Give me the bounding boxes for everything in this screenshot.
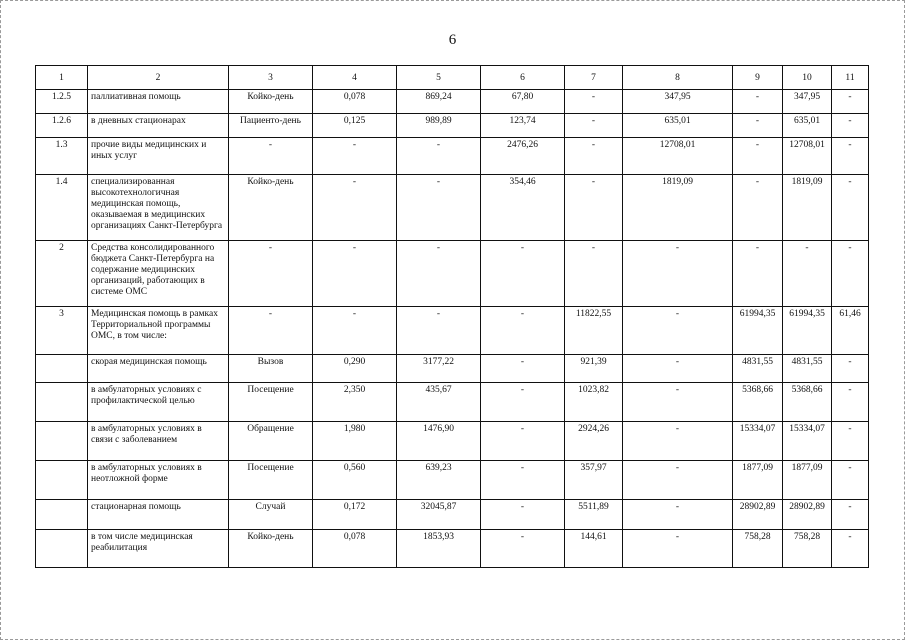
column-number-cell: 8	[623, 66, 733, 90]
value-cell: 32045,87	[397, 500, 481, 530]
unit-cell: Случай	[229, 500, 313, 530]
value-cell: -	[832, 461, 869, 500]
value-cell: 1,980	[313, 422, 397, 461]
value-cell: -	[832, 175, 869, 241]
value-cell: 11822,55	[565, 307, 623, 355]
value-cell: -	[832, 138, 869, 175]
page-number: 6	[448, 32, 457, 48]
value-cell: -	[733, 90, 783, 114]
column-number-cell: 1	[36, 66, 88, 90]
value-cell: 347,95	[783, 90, 832, 114]
column-number-cell: 10	[783, 66, 832, 90]
unit-cell: Койко-день	[229, 530, 313, 568]
value-cell: 989,89	[397, 114, 481, 138]
value-cell: 0,560	[313, 461, 397, 500]
row-number-cell	[36, 500, 88, 530]
table-header-row	[36, 66, 869, 90]
value-cell: -	[565, 138, 623, 175]
column-number-cell: 7	[565, 66, 623, 90]
column-number-cell: 3	[229, 66, 313, 90]
unit-cell: Койко-день	[229, 175, 313, 241]
table-row	[36, 90, 869, 114]
unit-cell: Пациенто-день	[229, 114, 313, 138]
value-cell: -	[623, 500, 733, 530]
value-cell: 67,80	[481, 90, 565, 114]
value-cell: -	[481, 461, 565, 500]
unit-cell: Посещение	[229, 461, 313, 500]
value-cell: -	[565, 241, 623, 307]
value-cell: -	[565, 90, 623, 114]
indicator-name-cell: в амбулаторных условиях в связи с заболеванием	[88, 422, 229, 461]
value-cell: -	[481, 500, 565, 530]
value-cell: -	[733, 241, 783, 307]
value-cell: 2476,26	[481, 138, 565, 175]
value-cell: -	[397, 241, 481, 307]
column-number-cell: 2	[88, 66, 229, 90]
value-cell: 28902,89	[783, 500, 832, 530]
value-cell: 5511,89	[565, 500, 623, 530]
value-cell: 0,125	[313, 114, 397, 138]
value-cell: -	[783, 241, 832, 307]
value-cell: -	[397, 307, 481, 355]
value-cell: 635,01	[783, 114, 832, 138]
value-cell: -	[313, 138, 397, 175]
column-number-cell: 6	[481, 66, 565, 90]
financing-table	[35, 65, 869, 568]
indicator-name-cell: паллиативная помощь	[88, 90, 229, 114]
value-cell: 5368,66	[783, 383, 832, 422]
value-cell: -	[565, 175, 623, 241]
value-cell: 4831,55	[733, 355, 783, 383]
value-cell: -	[832, 383, 869, 422]
value-cell: 61,46	[832, 307, 869, 355]
row-number-cell: 1.2.6	[36, 114, 88, 138]
value-cell: 0,078	[313, 530, 397, 568]
value-cell: -	[733, 114, 783, 138]
value-cell: -	[623, 530, 733, 568]
indicator-name-cell: в амбулаторных условиях с профилактической целью	[88, 383, 229, 422]
value-cell: 144,61	[565, 530, 623, 568]
indicator-name-cell: в амбулаторных условиях в неотложной форме	[88, 461, 229, 500]
indicator-name-cell: Средства консолидированного бюджета Санкт-Петербурга на содержание медицинских организаций, работающих в системе ОМС	[88, 241, 229, 307]
value-cell: 921,39	[565, 355, 623, 383]
unit-cell: Койко-день	[229, 90, 313, 114]
row-number-cell: 3	[36, 307, 88, 355]
column-number-cell: 9	[733, 66, 783, 90]
value-cell: -	[832, 422, 869, 461]
row-number-cell: 1.2.5	[36, 90, 88, 114]
table-row	[36, 114, 869, 138]
value-cell: 1023,82	[565, 383, 623, 422]
column-number-cell: 5	[397, 66, 481, 90]
unit-cell: Вызов	[229, 355, 313, 383]
table-row	[36, 500, 869, 530]
value-cell: 2924,26	[565, 422, 623, 461]
value-cell: -	[313, 241, 397, 307]
indicator-name-cell: специализированная высокотехнологичная медицинская помощь, оказываемая в медицинских организациях Санкт-Петербурга	[88, 175, 229, 241]
table-row	[36, 241, 869, 307]
value-cell: 357,97	[565, 461, 623, 500]
value-cell: -	[481, 307, 565, 355]
unit-cell: Обращение	[229, 422, 313, 461]
value-cell: 635,01	[623, 114, 733, 138]
value-cell: 1819,09	[623, 175, 733, 241]
unit-cell: -	[229, 241, 313, 307]
value-cell: 1853,93	[397, 530, 481, 568]
value-cell: -	[313, 175, 397, 241]
indicator-name-cell: скорая медицинская помощь	[88, 355, 229, 383]
row-number-cell: 1.4	[36, 175, 88, 241]
value-cell: -	[832, 114, 869, 138]
value-cell: -	[623, 241, 733, 307]
row-number-cell	[36, 461, 88, 500]
value-cell: -	[313, 307, 397, 355]
table-row	[36, 422, 869, 461]
indicator-name-cell: в том числе медицинская реабилитация	[88, 530, 229, 568]
value-cell: 0,172	[313, 500, 397, 530]
value-cell: 12708,01	[783, 138, 832, 175]
value-cell: 1877,09	[783, 461, 832, 500]
value-cell: -	[832, 241, 869, 307]
value-cell: -	[832, 355, 869, 383]
column-number-cell: 11	[832, 66, 869, 90]
indicator-name-cell: прочие виды медицинских и иных услуг	[88, 138, 229, 175]
value-cell: 4831,55	[783, 355, 832, 383]
value-cell: -	[565, 114, 623, 138]
value-cell: 1476,90	[397, 422, 481, 461]
value-cell: -	[733, 175, 783, 241]
value-cell: 869,24	[397, 90, 481, 114]
value-cell: -	[481, 530, 565, 568]
value-cell: -	[623, 383, 733, 422]
row-number-cell	[36, 355, 88, 383]
value-cell: 1819,09	[783, 175, 832, 241]
row-number-cell	[36, 422, 88, 461]
value-cell: 0,290	[313, 355, 397, 383]
table-row	[36, 355, 869, 383]
table-row	[36, 307, 869, 355]
unit-cell: Посещение	[229, 383, 313, 422]
value-cell: 123,74	[481, 114, 565, 138]
value-cell: -	[481, 241, 565, 307]
row-number-cell	[36, 530, 88, 568]
value-cell: -	[481, 383, 565, 422]
column-number-cell: 4	[313, 66, 397, 90]
value-cell: 15334,07	[733, 422, 783, 461]
value-cell: 61994,35	[733, 307, 783, 355]
value-cell: -	[397, 175, 481, 241]
value-cell: 3177,22	[397, 355, 481, 383]
value-cell: 28902,89	[733, 500, 783, 530]
value-cell: 639,23	[397, 461, 481, 500]
value-cell: 15334,07	[783, 422, 832, 461]
indicator-name-cell: стационарная помощь	[88, 500, 229, 530]
value-cell: -	[733, 138, 783, 175]
table-row	[36, 530, 869, 568]
row-number-cell: 1.3	[36, 138, 88, 175]
value-cell: 2,350	[313, 383, 397, 422]
row-number-cell: 2	[36, 241, 88, 307]
value-cell: -	[481, 422, 565, 461]
table-row	[36, 175, 869, 241]
table-row	[36, 461, 869, 500]
unit-cell: -	[229, 138, 313, 175]
value-cell: 12708,01	[623, 138, 733, 175]
value-cell: 347,95	[623, 90, 733, 114]
value-cell: -	[623, 422, 733, 461]
value-cell: 758,28	[733, 530, 783, 568]
value-cell: -	[832, 90, 869, 114]
indicator-name-cell: в дневных стационарах	[88, 114, 229, 138]
table-row	[36, 383, 869, 422]
value-cell: -	[623, 355, 733, 383]
value-cell: -	[832, 500, 869, 530]
value-cell: 1877,09	[733, 461, 783, 500]
value-cell: 5368,66	[733, 383, 783, 422]
value-cell: -	[623, 307, 733, 355]
value-cell: -	[832, 530, 869, 568]
indicator-name-cell: Медицинская помощь в рамках Территориальной программы ОМС, в том числе:	[88, 307, 229, 355]
value-cell: 61994,35	[783, 307, 832, 355]
value-cell: 758,28	[783, 530, 832, 568]
value-cell: 0,078	[313, 90, 397, 114]
value-cell: -	[397, 138, 481, 175]
unit-cell: -	[229, 307, 313, 355]
value-cell: 354,46	[481, 175, 565, 241]
value-cell: -	[481, 355, 565, 383]
value-cell: -	[623, 461, 733, 500]
row-number-cell	[36, 383, 88, 422]
table-row	[36, 138, 869, 175]
value-cell: 435,67	[397, 383, 481, 422]
